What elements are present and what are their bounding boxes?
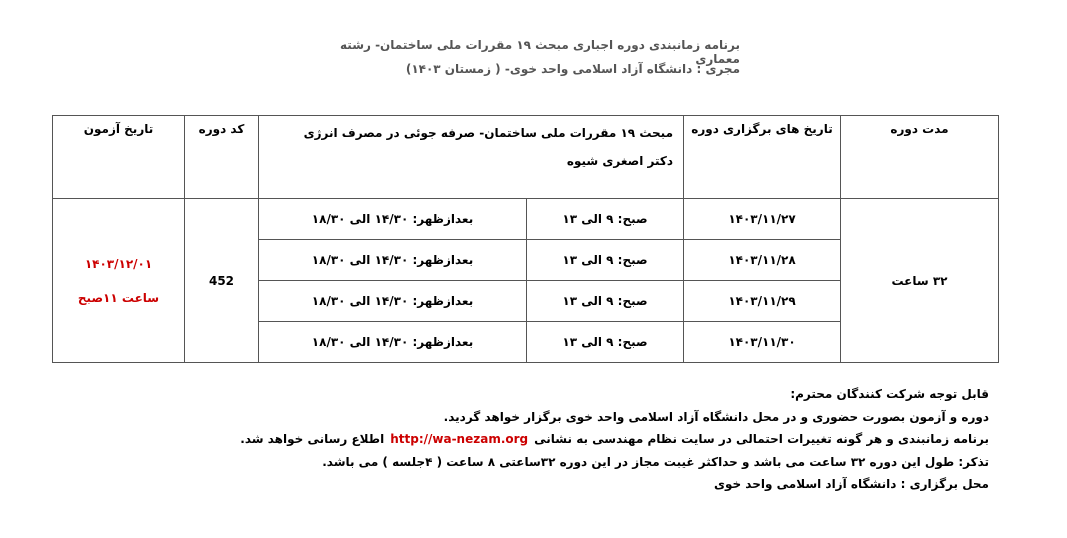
exam-time: ساعت ۱۱صبح — [77, 290, 160, 305]
duration-header: مدت دوره — [841, 116, 999, 199]
session-date: ۱۴۰۳/۱۱/۲۹ — [684, 281, 841, 322]
schedule-table — [52, 115, 999, 363]
notes-location-line: محل برگزاری : دانشگاه آزاد اسلامی واحد خوی — [713, 477, 989, 491]
page-subtitle: مجری : دانشگاه آزاد اسلامی واحد خوی- ( زمستان ۱۴۰۳) — [405, 62, 740, 76]
exam-cell — [53, 199, 185, 363]
topic-title: مبحث ۱۹ مقررات ملی ساختمان- صرفه جوئی در مصرف انرژی — [303, 126, 673, 140]
session-afternoon: بعدازظهر: ۱۴/۳۰ الی ۱۸/۳۰ — [259, 281, 527, 322]
exam-header: تاریخ آزمون — [53, 116, 185, 199]
notes-website-suffix: اطلاع رسانی خواهد شد. — [240, 432, 385, 446]
session-afternoon: بعدازظهر: ۱۴/۳۰ الی ۱۸/۳۰ — [259, 322, 527, 363]
notes-venue-line: دوره و آزمون بصورت حضوری و در محل دانشگاه آزاد اسلامی واحد خوی برگزار خواهد گردید. — [443, 409, 989, 424]
session-morning: صبح: ۹ الی ۱۳ — [527, 199, 684, 240]
exam-date: ۱۴۰۳/۱۲/۰۱ — [84, 256, 153, 271]
session-morning: صبح: ۹ الی ۱۳ — [527, 281, 684, 322]
session-afternoon: بعدازظهر: ۱۴/۳۰ الی ۱۸/۳۰ — [259, 199, 527, 240]
course-code: 452 — [185, 199, 259, 363]
instructor-name: دکتر اصغری شیوه — [566, 154, 673, 168]
duration-value: ۳۲ ساعت — [841, 199, 999, 363]
notes-reminder-line: تذکر: طول این دوره ۳۲ ساعت می باشد و حداکثر غیبت مجاز در این دوره ۳۲ساعتی ۸ ساعت ( ۴جلسه ) می باشد. — [322, 454, 989, 469]
dates-header: تاریخ های برگزاری دوره — [684, 116, 841, 199]
notes-heading: قابل توجه شرکت کنندگان محترم: — [790, 387, 989, 401]
session-date: ۱۴۰۳/۱۱/۳۰ — [684, 322, 841, 363]
code-header: کد دوره — [185, 116, 259, 199]
notes-website-text: برنامه زمانبندی و هر گونه تغییرات احتمالی در سایت نظام مهندسی به نشانی — [534, 432, 989, 446]
topic-header — [259, 116, 684, 199]
session-morning: صبح: ۹ الی ۱۳ — [527, 240, 684, 281]
page-title: برنامه زمانبندی دوره اجباری مبحث ۱۹ مقررات ملی ساختمان- رشته معماری — [340, 38, 740, 66]
notes-website-line — [240, 428, 989, 451]
session-morning: صبح: ۹ الی ۱۳ — [527, 322, 684, 363]
website-link[interactable]: http://wa-nezam.org — [390, 432, 529, 446]
session-date: ۱۴۰۳/۱۱/۲۷ — [684, 199, 841, 240]
table-header-row — [53, 116, 999, 199]
notes-section — [240, 383, 989, 496]
table-row — [53, 199, 999, 240]
session-afternoon: بعدازظهر: ۱۴/۳۰ الی ۱۸/۳۰ — [259, 240, 527, 281]
session-date: ۱۴۰۳/۱۱/۲۸ — [684, 240, 841, 281]
